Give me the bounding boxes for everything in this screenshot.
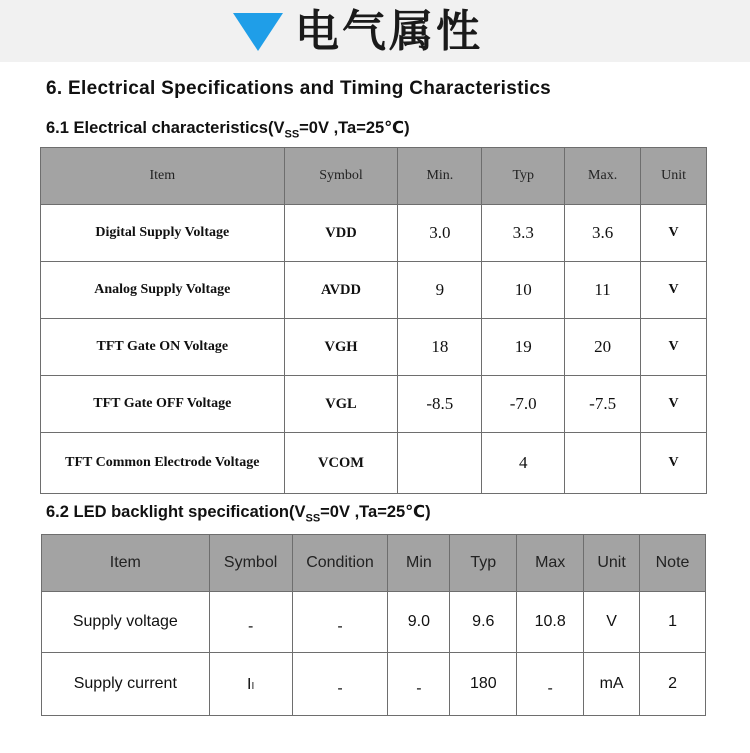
cell-condition — [292, 653, 388, 716]
table-row — [41, 205, 707, 262]
cell-symbol: AVDD — [284, 262, 398, 319]
header-unit: Unit — [641, 148, 707, 205]
cell-typ: 9.6 — [450, 592, 517, 653]
min-value: - — [416, 680, 422, 697]
cell-symbol: VCOM — [284, 433, 398, 494]
symbol-value: - — [247, 618, 254, 635]
title-prefix: 6.2 LED backlight specification(V — [46, 503, 306, 521]
led-backlight-title — [46, 502, 431, 524]
cell-min: -8.5 — [398, 376, 482, 433]
cell-item: TFT Gate ON Voltage — [41, 319, 285, 376]
title-suffix: =0V ,Ta=25℃) — [320, 503, 431, 521]
cell-max: -7.5 — [565, 376, 641, 433]
cell-min — [398, 433, 482, 494]
cell-note: 1 — [640, 592, 706, 653]
section-heading: 6. Electrical Specifications and Timing Characteristics — [46, 78, 552, 99]
cell-unit: V — [641, 433, 707, 494]
title-suffix: =0V ,Ta=25℃) — [299, 119, 410, 137]
cell-item: Digital Supply Voltage — [41, 205, 285, 262]
led-backlight-table — [41, 534, 706, 716]
cell-typ: 10 — [482, 262, 565, 319]
header-max: Max — [517, 535, 584, 592]
cell-typ: 4 — [482, 433, 565, 494]
cell-item: Analog Supply Voltage — [41, 262, 285, 319]
electrical-characteristics-table — [40, 147, 707, 494]
cell-symbol: Iₗ — [209, 653, 292, 716]
title-subscript: SS — [305, 512, 321, 525]
table-row — [41, 319, 707, 376]
table-header-row — [41, 148, 707, 205]
cell-unit: V — [641, 376, 707, 433]
header-symbol: Symbol — [284, 148, 398, 205]
cell-min — [388, 653, 450, 716]
condition-value: - — [337, 618, 343, 635]
max-value: - — [547, 680, 553, 697]
cell-typ: 19 — [482, 319, 565, 376]
header-min: Min. — [398, 148, 482, 205]
table-row — [41, 262, 707, 319]
cell-unit: V — [641, 205, 707, 262]
header-typ: Typ — [482, 148, 565, 205]
cell-min: 9 — [398, 262, 482, 319]
title-banner — [0, 0, 750, 62]
title-subscript: SS — [284, 128, 300, 141]
cell-min: 18 — [398, 319, 482, 376]
cell-max: 11 — [565, 262, 641, 319]
cell-item: Supply voltage — [42, 592, 210, 653]
cell-max: 10.8 — [517, 592, 584, 653]
cell-max: 20 — [565, 319, 641, 376]
header-symbol: Symbol — [209, 535, 292, 592]
electrical-characteristics-title — [46, 118, 410, 140]
header-condition: Condition — [292, 535, 388, 592]
cell-typ: 3.3 — [482, 205, 565, 262]
cell-symbol: VGL — [284, 376, 398, 433]
cell-typ: 180 — [450, 653, 517, 716]
header-item: Item — [41, 148, 285, 205]
title-prefix: 6.1 Electrical characteristics(V — [46, 119, 285, 137]
cell-min: 9.0 — [388, 592, 450, 653]
cell-note: 2 — [640, 653, 706, 716]
header-min: Min — [388, 535, 450, 592]
cell-unit: V — [641, 262, 707, 319]
cell-condition — [292, 592, 388, 653]
table-row — [41, 433, 707, 494]
cell-item: TFT Common Electrode Voltage — [41, 433, 285, 494]
header-max: Max. — [565, 148, 641, 205]
cell-max — [565, 433, 641, 494]
condition-value: - — [337, 680, 343, 697]
table-header-row — [42, 535, 706, 592]
cell-typ: -7.0 — [482, 376, 565, 433]
header-note: Note — [640, 535, 706, 592]
header-typ: Typ — [450, 535, 517, 592]
cell-max: 3.6 — [565, 205, 641, 262]
table-row — [42, 653, 706, 716]
cell-item: Supply current — [42, 653, 210, 716]
cell-unit: V — [584, 592, 640, 653]
cell-unit: V — [641, 319, 707, 376]
banner-title: 电气属性 — [295, 6, 483, 57]
cell-max — [517, 653, 584, 716]
cell-symbol: VGH — [284, 319, 398, 376]
cell-symbol: VDD — [284, 205, 398, 262]
cell-item: TFT Gate OFF Voltage — [41, 376, 285, 433]
header-item: Item — [42, 535, 210, 592]
table-row — [41, 376, 707, 433]
header-unit: Unit — [584, 535, 640, 592]
cell-symbol — [209, 592, 292, 653]
cell-unit: mA — [584, 653, 640, 716]
cell-min: 3.0 — [398, 205, 482, 262]
table-row — [42, 592, 706, 653]
down-triangle-icon — [233, 13, 283, 51]
